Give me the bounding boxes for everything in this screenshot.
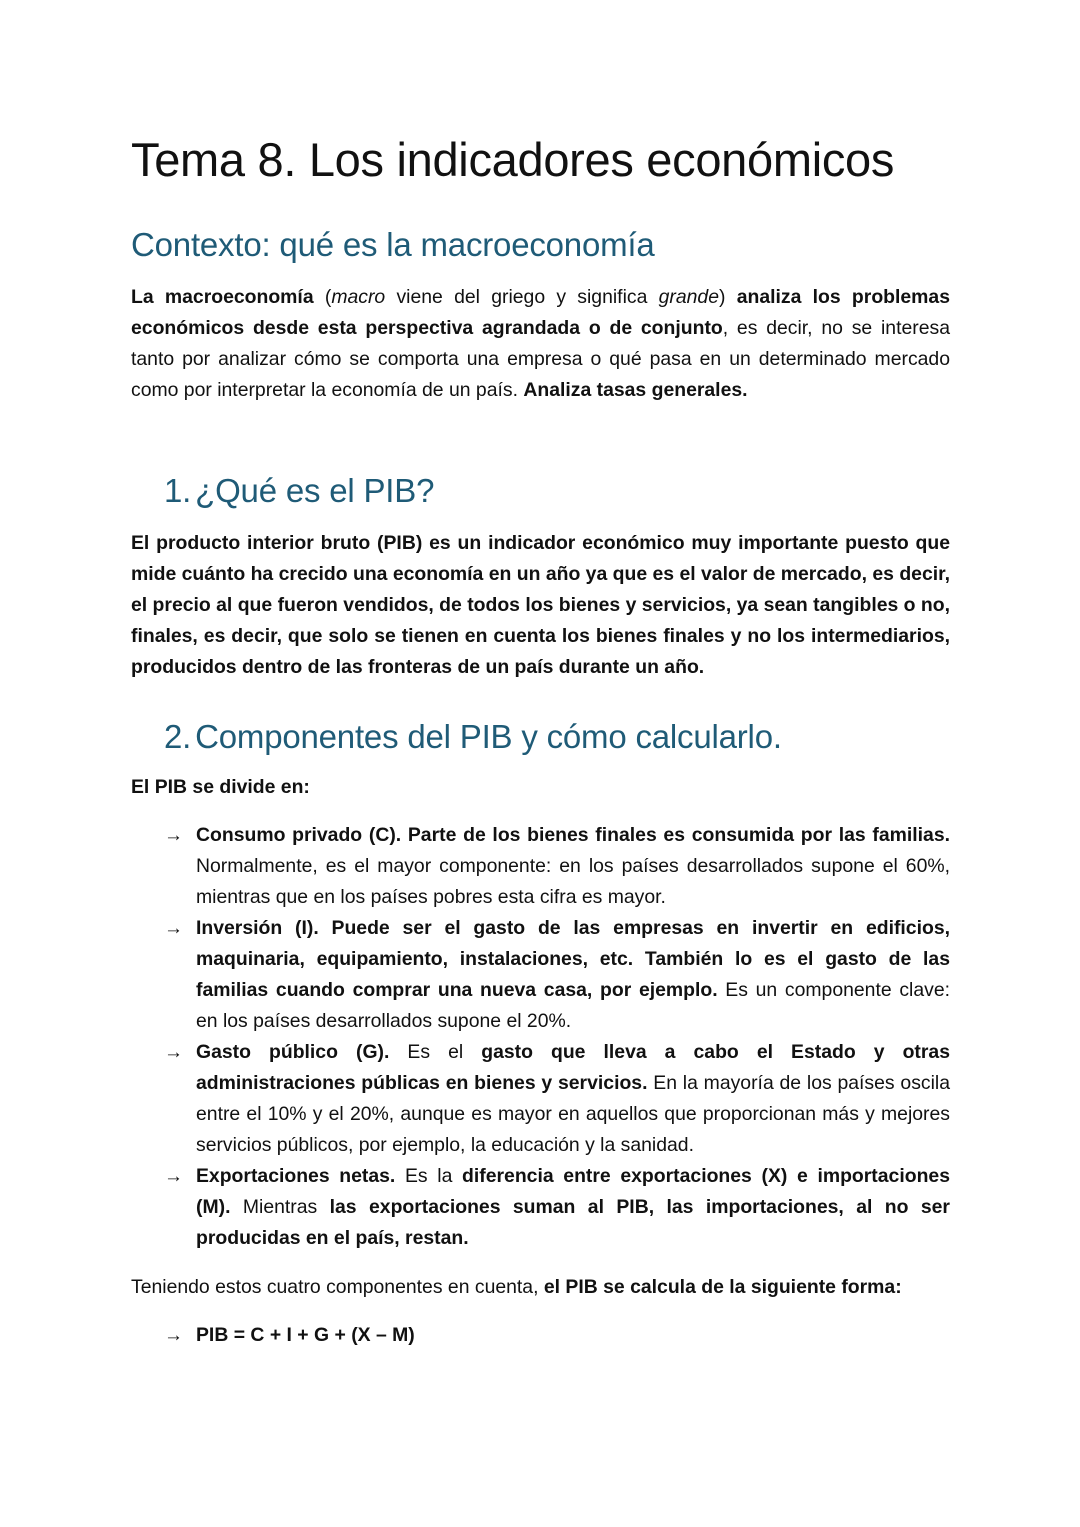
arrow-icon: → bbox=[164, 1166, 183, 1187]
item-bold-3: las exportaciones suman al PIB, las importaciones, al no ser producidas en el país, restan. bbox=[196, 1196, 950, 1249]
components-list bbox=[131, 820, 950, 1254]
context-text-bold-1: La macroeconomía bbox=[131, 286, 314, 308]
item-bold: Consumo privado (C). Parte de los bienes finales es consumida por las familias. bbox=[196, 824, 950, 846]
arrow-icon: → bbox=[164, 918, 183, 939]
closing-text: Teniendo estos cuatro componentes en cuenta, bbox=[131, 1276, 544, 1298]
context-text-italic-2: grande bbox=[658, 286, 720, 308]
formula bbox=[131, 1320, 950, 1351]
closing-paragraph bbox=[131, 1272, 950, 1303]
context-text-bold-2: analiza los problemas económicos desde esta perspectiva agrandada o de conjunto bbox=[131, 286, 950, 339]
list-item-inversion bbox=[131, 913, 950, 1037]
arrow-icon: → bbox=[164, 825, 183, 846]
closing-text-bold: el PIB se calcula de la siguiente forma: bbox=[543, 1276, 902, 1298]
formula-text: PIB = C + I + G + (X – M) bbox=[196, 1324, 415, 1346]
context-text-1: ( bbox=[313, 286, 332, 308]
section2-title: Componentes del PIB y cómo calcularlo. bbox=[195, 718, 782, 755]
item-bold: Exportaciones netas. bbox=[196, 1165, 396, 1187]
item-text-2: Mientras bbox=[230, 1196, 330, 1218]
context-text-2: viene del griego y significa bbox=[385, 286, 659, 308]
item-text: Es el bbox=[389, 1041, 482, 1063]
section1-heading bbox=[164, 472, 434, 510]
section1-paragraph: El producto interior bruto (PIB) es un indicador económico muy importante puesto que mide cuánto ha crecido una economía en un año ya que es el valor de mercado, es decir, el precio al que fueron vendidos, de todos los bienes y servicios, ya sean tangibles o no, finales, es decir, que solo se tienen en cuenta los bienes finales y no los intermediarios, producidos dentro de las fronteras de un país durante un año. bbox=[131, 532, 950, 678]
item-text: Es un componente clave: en los países desarrollados supone el 20%. bbox=[196, 979, 950, 1032]
item-bold-2: gasto que lleva a cabo el Estado y otras administraciones públicas en bienes y servicios. bbox=[196, 1041, 950, 1094]
context-heading: Contexto: qué es la macroeconomía bbox=[131, 226, 655, 263]
list-item-exportaciones bbox=[131, 1161, 950, 1254]
item-bold: Gasto público (G). bbox=[196, 1041, 390, 1063]
page-title: Tema 8. Los indicadores económicos bbox=[131, 133, 895, 186]
list-item-gasto-publico bbox=[131, 1037, 950, 1161]
item-text-2: En la mayoría de los países oscila entre el 10% y el 20%, aunque es mayor en aquellos que proporcionan más y mejores servicios públicos, por ejemplo, la educación y la sanidad. bbox=[196, 1072, 950, 1156]
context-text-4: , es decir, no se interesa tanto por analizar cómo se comporta una empresa o qué pasa en un determinado mercado como por interpretar la economía de un país. bbox=[131, 317, 950, 401]
context-paragraph bbox=[131, 282, 950, 406]
item-bold: Inversión (I). Puede ser el gasto de las empresas en invertir en edificios, maquinaria, equipamiento, instalaciones, etc. También lo es el gasto de las familias cuando comprar una nueva casa, por ejemplo. bbox=[196, 917, 950, 1001]
section1-title: ¿Qué es el PIB? bbox=[195, 472, 435, 509]
section2-heading bbox=[164, 718, 782, 756]
arrow-icon: → bbox=[164, 1325, 183, 1346]
arrow-icon: → bbox=[164, 1042, 183, 1063]
item-text: Es la bbox=[395, 1165, 463, 1187]
context-text-3: ) bbox=[719, 286, 737, 308]
item-text: Normalmente, es el mayor componente: en los países desarrollados supone el 60%, mientras que en los países pobres esta cifra es mayor. bbox=[196, 855, 950, 908]
item-bold-2: diferencia entre exportaciones (X) e importaciones (M). bbox=[196, 1165, 950, 1218]
section1-number: 1. bbox=[164, 472, 192, 509]
section2-number: 2. bbox=[164, 718, 192, 755]
context-text-bold-3: Analiza tasas generales. bbox=[523, 379, 748, 401]
section2-lead: El PIB se divide en: bbox=[131, 776, 310, 798]
context-text-italic-1: macro bbox=[331, 286, 386, 308]
list-item-consumo bbox=[131, 820, 950, 913]
